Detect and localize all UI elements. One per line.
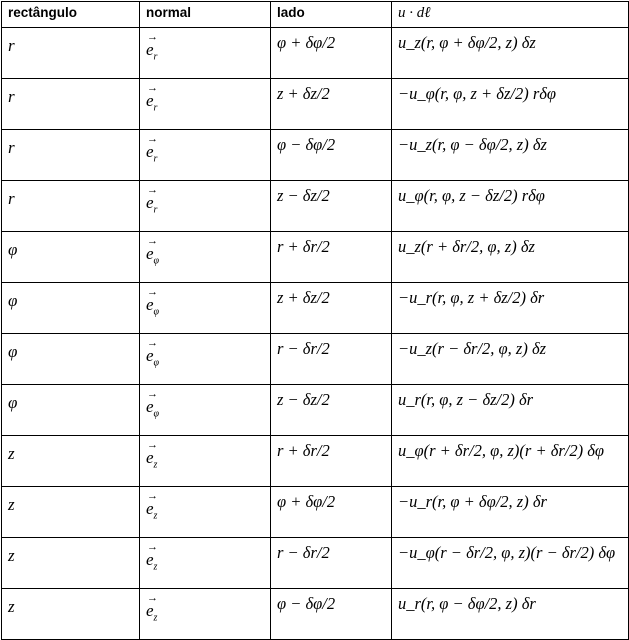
normal-base: e xyxy=(146,499,154,518)
cell-side xyxy=(271,436,392,487)
table-row xyxy=(2,232,629,283)
table-row xyxy=(2,181,629,232)
normal-subscript: r xyxy=(153,204,158,216)
cell-side xyxy=(271,130,392,181)
cell-normal xyxy=(140,28,271,79)
normal-subscript: φ xyxy=(153,306,160,318)
cell-integrand xyxy=(392,181,629,232)
normal-base: e xyxy=(146,448,154,467)
cell-side xyxy=(271,28,392,79)
surface-symbol: φ xyxy=(8,240,18,259)
table-row xyxy=(2,283,629,334)
vector-arrow-icon: → xyxy=(147,235,158,247)
surface-symbol: r xyxy=(8,87,15,106)
header-row xyxy=(2,2,629,28)
cell-normal xyxy=(140,181,271,232)
cell-surface xyxy=(2,436,140,487)
normal-base: e xyxy=(146,244,154,263)
cell-integrand xyxy=(392,334,629,385)
cell-surface xyxy=(2,28,140,79)
table-row xyxy=(2,28,629,79)
normal-subscript: r xyxy=(153,102,158,114)
vector-arrow-icon: → xyxy=(147,286,158,298)
surface-symbol: z xyxy=(8,444,15,463)
normal-subscript: r xyxy=(153,153,158,165)
cell-integrand xyxy=(392,487,629,538)
cell-surface xyxy=(2,181,140,232)
cell-normal xyxy=(140,79,271,130)
cell-surface xyxy=(2,538,140,589)
integrand-expression: u_r(r, φ − δφ/2, z) δr xyxy=(398,594,536,613)
normal-base: e xyxy=(146,346,154,365)
integrand-expression: −u_z(r − δr/2, φ, z) δz xyxy=(398,339,547,358)
integrand-expression: −u_φ(r, φ, z + δz/2) rδφ xyxy=(398,84,557,103)
normal-base: e xyxy=(146,550,154,569)
normal-vector xyxy=(146,438,158,470)
normal-vector xyxy=(146,234,159,266)
integrand-expression: −u_z(r, φ − δφ/2, z) δz xyxy=(398,135,547,154)
table-row xyxy=(2,538,629,589)
surface-symbol: r xyxy=(8,189,15,208)
cell-normal xyxy=(140,385,271,436)
integrand-expression: −u_r(r, φ + δφ/2, z) δr xyxy=(398,492,547,511)
cell-surface xyxy=(2,487,140,538)
cell-normal xyxy=(140,232,271,283)
side-expression: z + δz/2 xyxy=(277,84,330,103)
cell-side xyxy=(271,181,392,232)
side-expression: φ − δφ/2 xyxy=(277,135,336,154)
normal-subscript: z xyxy=(153,561,158,573)
vector-arrow-icon: → xyxy=(147,184,158,196)
cell-integrand xyxy=(392,130,629,181)
normal-vector xyxy=(146,387,159,419)
normal-subscript: φ xyxy=(153,357,160,369)
normal-subscript: φ xyxy=(153,255,160,267)
cell-normal xyxy=(140,436,271,487)
integrand-expression: −u_φ(r − δr/2, φ, z)(r − δr/2) δφ xyxy=(398,543,616,562)
normal-vector xyxy=(146,336,159,368)
table-row xyxy=(2,487,629,538)
table-row xyxy=(2,130,629,181)
side-expression: r + δr/2 xyxy=(277,237,330,256)
cell-side xyxy=(271,538,392,589)
integrand-expression: u_φ(r, φ, z − δz/2) rδφ xyxy=(398,186,545,205)
normal-base: e xyxy=(146,142,154,161)
vector-arrow-icon: → xyxy=(147,592,158,604)
integrand-expression: u_φ(r + δr/2, φ, z)(r + δr/2) δφ xyxy=(398,441,605,460)
table-body xyxy=(2,28,629,640)
cell-surface xyxy=(2,232,140,283)
normal-base: e xyxy=(146,91,154,110)
cell-integrand xyxy=(392,232,629,283)
table-row xyxy=(2,334,629,385)
normal-vector xyxy=(146,489,158,521)
normal-base: e xyxy=(146,295,154,314)
cell-side xyxy=(271,385,392,436)
cell-normal xyxy=(140,487,271,538)
normal-vector xyxy=(146,285,159,317)
vector-arrow-icon: → xyxy=(147,490,158,502)
cell-integrand xyxy=(392,385,629,436)
stokes-table xyxy=(1,1,629,640)
normal-subscript: z xyxy=(153,510,158,522)
normal-subscript: φ xyxy=(153,408,160,420)
integrand-expression: −u_r(r, φ, z + δz/2) δr xyxy=(398,288,545,307)
vector-arrow-icon: → xyxy=(147,388,158,400)
surface-symbol: r xyxy=(8,138,15,157)
surface-symbol: z xyxy=(8,495,15,514)
surface-symbol: φ xyxy=(8,393,18,412)
header-integrand-text: u · dℓ xyxy=(398,5,431,21)
side-expression: r − δr/2 xyxy=(277,543,330,562)
side-expression: φ − δφ/2 xyxy=(277,594,336,613)
surface-symbol: φ xyxy=(8,342,18,361)
cell-side xyxy=(271,487,392,538)
cell-integrand xyxy=(392,79,629,130)
integrand-expression: u_r(r, φ, z − δz/2) δr xyxy=(398,390,534,409)
normal-subscript: r xyxy=(153,51,158,63)
cell-integrand xyxy=(392,538,629,589)
normal-vector xyxy=(146,591,158,623)
cell-integrand xyxy=(392,589,629,640)
cell-side xyxy=(271,334,392,385)
vector-arrow-icon: → xyxy=(147,541,158,553)
cell-surface xyxy=(2,589,140,640)
table-row xyxy=(2,589,629,640)
cell-normal xyxy=(140,589,271,640)
vector-arrow-icon: → xyxy=(147,82,158,94)
normal-base: e xyxy=(146,193,154,212)
cell-side xyxy=(271,589,392,640)
normal-vector xyxy=(146,540,158,572)
table-row xyxy=(2,436,629,487)
vector-arrow-icon: → xyxy=(147,337,158,349)
table-row xyxy=(2,79,629,130)
cell-surface xyxy=(2,130,140,181)
vector-arrow-icon: → xyxy=(147,133,158,145)
cell-normal xyxy=(140,283,271,334)
normal-vector xyxy=(146,81,158,113)
cell-side xyxy=(271,283,392,334)
integrand-expression: u_z(r + δr/2, φ, z) δz xyxy=(398,237,535,256)
header-rectangle: rectângulo xyxy=(2,2,140,28)
cell-surface xyxy=(2,79,140,130)
side-expression: φ + δφ/2 xyxy=(277,33,336,52)
normal-vector xyxy=(146,183,158,215)
normal-subscript: z xyxy=(153,612,158,624)
table-row xyxy=(2,385,629,436)
cell-side xyxy=(271,232,392,283)
side-expression: z + δz/2 xyxy=(277,288,330,307)
surface-symbol: r xyxy=(8,36,15,55)
surface-symbol: z xyxy=(8,597,15,616)
surface-symbol: φ xyxy=(8,291,18,310)
integrand-expression: u_z(r, φ + δφ/2, z) δz xyxy=(398,33,536,52)
header-integrand xyxy=(392,2,629,28)
header-side: lado xyxy=(271,2,392,28)
side-expression: r − δr/2 xyxy=(277,339,330,358)
cell-normal xyxy=(140,334,271,385)
cell-surface xyxy=(2,283,140,334)
vector-arrow-icon: → xyxy=(147,31,158,43)
cell-normal xyxy=(140,130,271,181)
normal-base: e xyxy=(146,601,154,620)
cell-surface xyxy=(2,334,140,385)
normal-subscript: z xyxy=(153,459,158,471)
cell-normal xyxy=(140,538,271,589)
vector-arrow-icon: → xyxy=(147,439,158,451)
normal-vector xyxy=(146,30,158,62)
surface-symbol: z xyxy=(8,546,15,565)
side-expression: r + δr/2 xyxy=(277,441,330,460)
cell-integrand xyxy=(392,28,629,79)
cell-integrand xyxy=(392,283,629,334)
normal-base: e xyxy=(146,40,154,59)
normal-vector xyxy=(146,132,158,164)
side-expression: z − δz/2 xyxy=(277,186,330,205)
normal-base: e xyxy=(146,397,154,416)
side-expression: z − δz/2 xyxy=(277,390,330,409)
side-expression: φ + δφ/2 xyxy=(277,492,336,511)
cell-integrand xyxy=(392,436,629,487)
header-normal: normal xyxy=(140,2,271,28)
cell-surface xyxy=(2,385,140,436)
cell-side xyxy=(271,79,392,130)
